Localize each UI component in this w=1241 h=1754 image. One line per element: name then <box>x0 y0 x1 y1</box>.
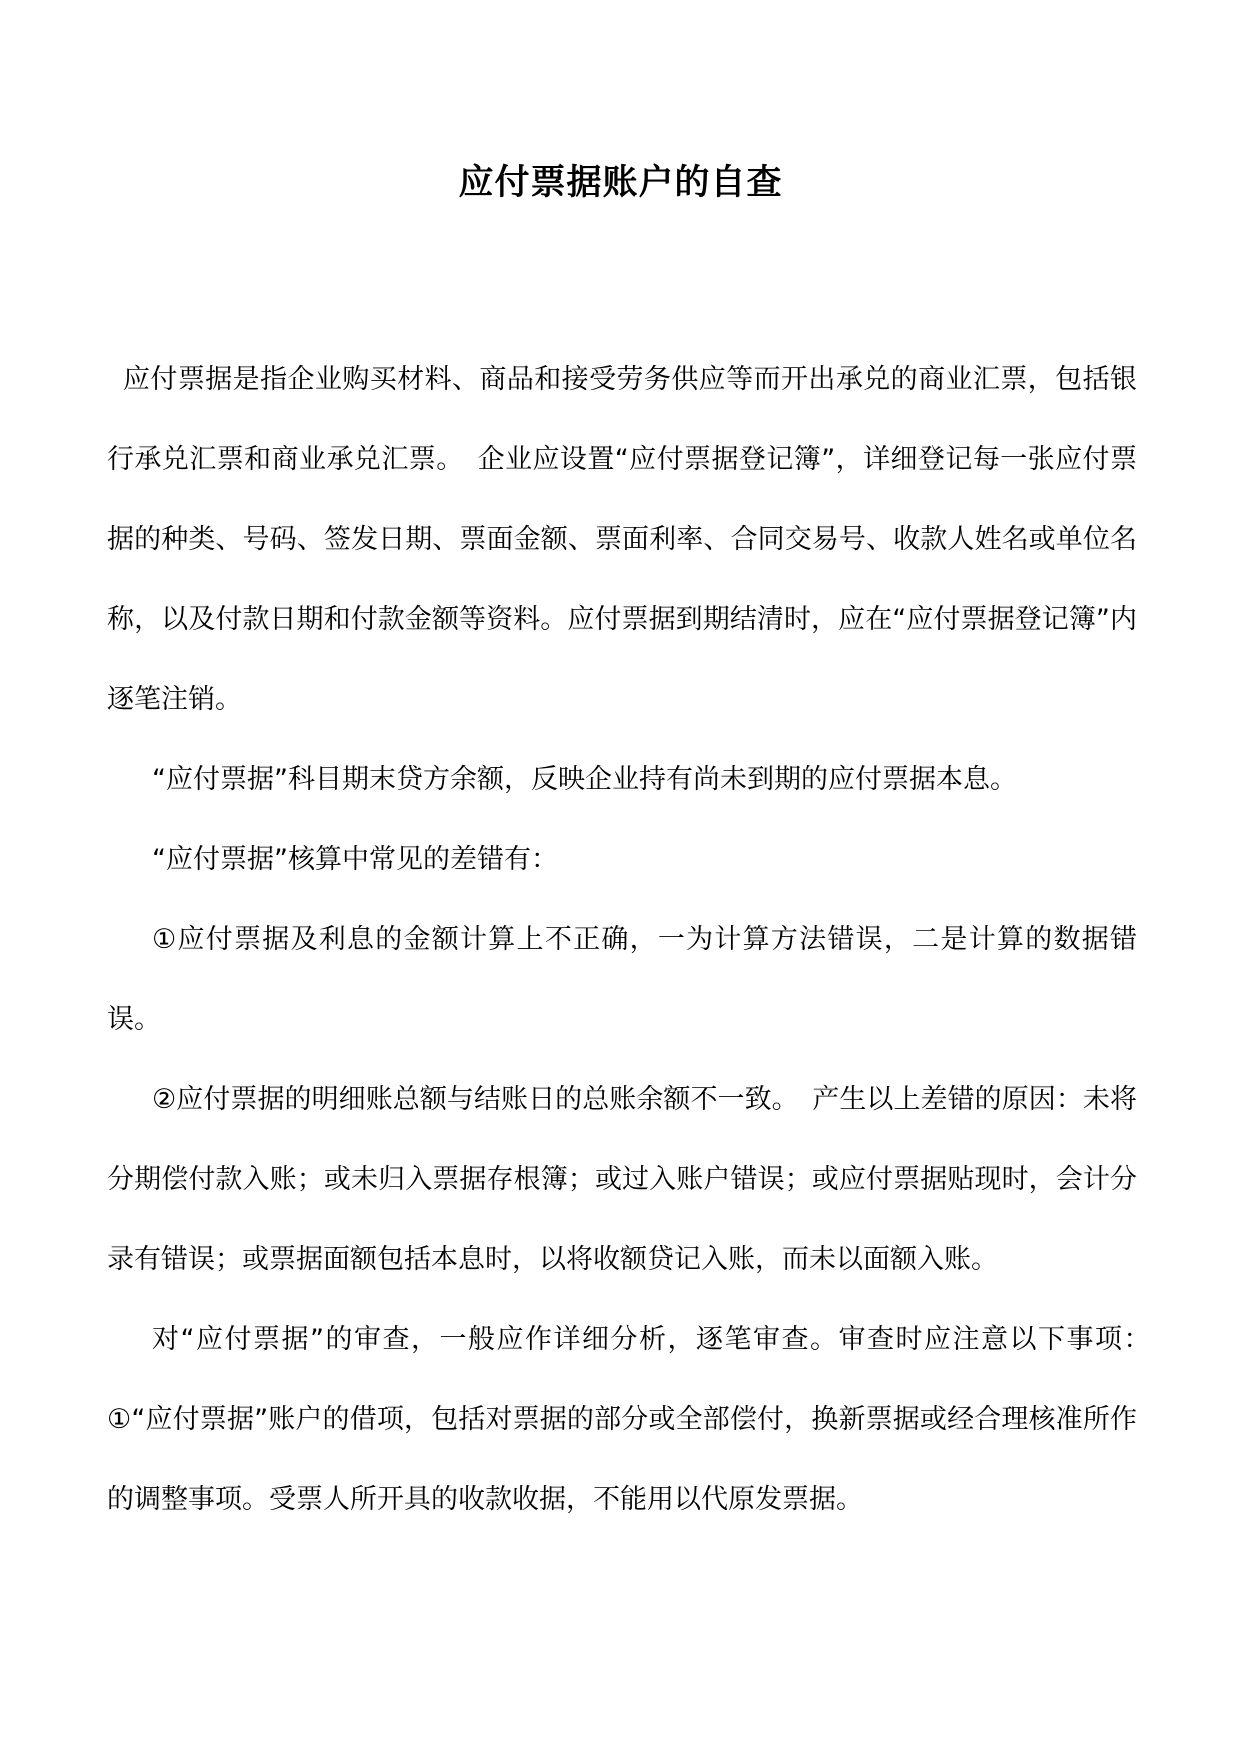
paragraph-error-2: ②应付票据的明细账总额与结账日的总账余额不一致。 产生以上差错的原因：未将分期偿付款入账；或未归入票据存根簿；或过入账户错误；或应付票据贴现时，会计分录有错误；或票据面额包括本息时，以将收额贷记入账，而未以面额入账。 <box>107 1084 1137 1275</box>
paragraph-definition: 应付票据是指企业购买材料、商品和接受劳务供应等而开出承兑的商业汇票，包括银行承兑汇票和商业承兑汇票。 企业应设置“应付票据登记簿”，详细登记每一张应付票据的种类、号码、签发日期、票面金额、票面利率、合同交易号、收款人姓名或单位名称，以及付款日期和付款金额等资料。应付票据到期结清时，应在“应付票据登记簿”内逐笔注销。 <box>107 364 1137 715</box>
paragraph-common-errors-intro: “应付票据”核算中常见的差错有： <box>152 844 558 875</box>
paragraph-error-1: ①应付票据及利息的金额计算上不正确，一为计算方法错误，二是计算的数据错误。 <box>107 924 1137 1035</box>
document-title: 应付票据账户的自查 <box>458 163 783 203</box>
paragraph-review: 对“应付票据”的审查，一般应作详细分析，逐笔审查。审查时应注意以下事项： ①“应付票据”账户的借项，包括对票据的部分或全部偿付，换新票据或经合理核准所作的调整事项。受票人所开具的收款收据，不能用以代原发票据。 <box>107 1324 1164 1515</box>
document-body <box>107 340 1164 1540</box>
paragraph-balance: “应付票据”科目期末贷方余额，反映企业持有尚未到期的应付票据本息。 <box>152 764 1017 795</box>
